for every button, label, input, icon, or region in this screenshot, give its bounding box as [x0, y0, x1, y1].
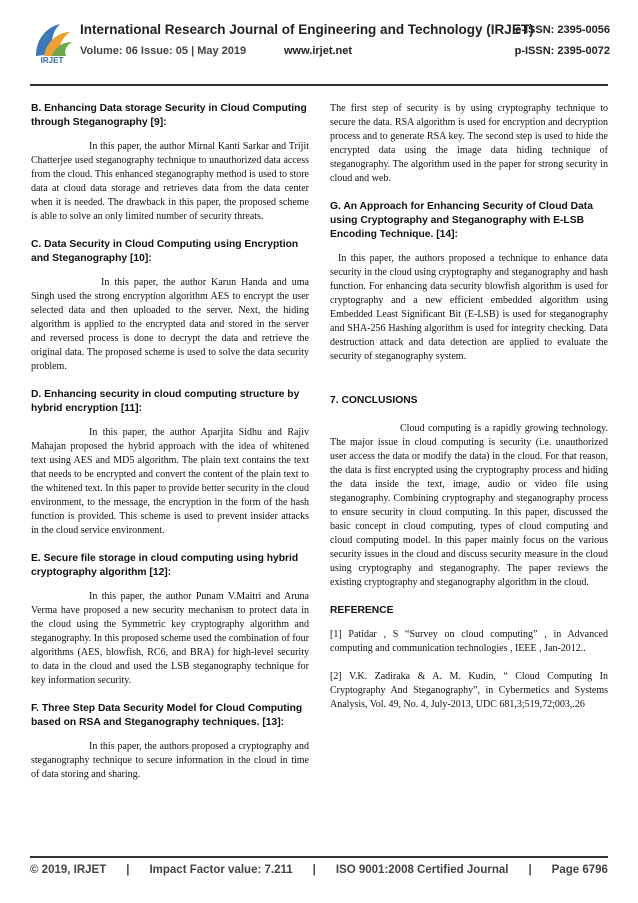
section-d-text: In this paper, the author Aparjita Sidhu and Rajiv Mahajan proposed the hybrid approach with the idea of whitened text using AES and MD5 algorithm. The plain text contains the text that needs to be encrypted and convert the content of the plain text to the whitened text. In this paper to provide better security in the cloud environment, to the message, the encryption in the form of the hash function is provided. This scheme is used to prevent insider attacks in the cloud service environment. [31, 427, 309, 536]
section-c-text: In this paper, the author Karun Handa and uma Singh used the strong encryption algorithm AES to encrypt the user selected data and then uploaded to the server. Next, the hiding algorithm is applied to the encrypted data and stored in the server and reversed process is done to decrypt the data and retrieve the original data. The proposed scheme is used to solve the data security problem. [31, 277, 309, 372]
section-e-text: In this paper, the author Punam V.Maitri and Aruna Verma have proposed a new security mechanism to protect data in the cloud using the Symmetric key cryptography algorithm and steganography. In this proposed scheme used the combination of four algorithms (AES, blowfish, RC6, and BRA) for high-level security to data in the cloud and used the LSB steganography technique for key information security. [31, 591, 309, 686]
reference-2: [2] V.K. Zadiraka & A. M. Kudin, “ Cloud Computing In Cryptography And Steganography”, in Cybermetics and Systems Analysis, Vol. 49, No. 4, July-2013, UDC 681,3;519,72;003,.26 [330, 671, 608, 710]
section-g-heading: G. An Approach for Enhancing Security of Cloud Data using Cryptography and Steganography with E-LSB Encoding Technique. [14]: [330, 201, 593, 240]
logo-text: IRJET [40, 56, 64, 65]
reference-heading: REFERENCE [330, 605, 394, 616]
page-header [30, 16, 610, 80]
footer-impact-factor: Impact Factor value: 7.211 [149, 864, 293, 876]
section-c-heading: C. Data Security in Cloud Computing using Encryption and Steganography [10]: [31, 239, 299, 264]
right-column [330, 102, 608, 726]
volume-issue: Volume: 06 Issue: 05 | May 2019 [80, 45, 247, 57]
footer-page-number: Page 6796 [551, 864, 608, 876]
header-divider [30, 84, 608, 86]
section-d-heading: D. Enhancing security in cloud computing structure by hybrid encryption [11]: [31, 389, 300, 414]
reference-1: [1] Patidar , S “Survey on cloud computing” , in Advanced computing and communication technologies , IEEE , Jan-2012.. [330, 629, 608, 654]
section-f-continued: The first step of security is by using cryptography technique to secure the data. RSA algorithm is used for encryption and decryption process and to generate RSA key. The second step is used to hide the encrypted data using the image data hiding technique of steganography. The algorithm used in the paper for strong security in cloud and web. [330, 103, 608, 184]
section-f-heading: F. Three Step Data Security Model for Cloud Computing based on RSA and Steganography techniques. [13]: [31, 703, 303, 728]
footer-separator: | [312, 864, 316, 876]
section-f-text: In this paper, the authors proposed a cryptography and steganography technique to secure information in the cloud in time of data storing and sharing. [31, 741, 309, 780]
website-link[interactable]: www.irjet.net [284, 45, 353, 57]
footer-separator: | [528, 864, 532, 876]
section-g-text: In this paper, the authors proposed a technique to enhance data security in the cloud using cryptography and steganography and hash function. For enhancing data security blowfish algorithm is used for cryptography and a new efficient embedded algorithm using Embedded Least Significant Bit (E-LSB) is used for steganography and SHA-256 Hashing algorithm is used for integrity checking. Data destruction attack and data detection are applied to evaluate the security of steganography system. [330, 253, 608, 362]
section-b-heading: B. Enhancing Data storage Security in Cloud Computing through Steganography [9]: [31, 103, 307, 128]
footer-iso: ISO 9001:2008 Certified Journal [335, 864, 509, 876]
e-issn: e-ISSN: 2395-0056 [515, 24, 610, 36]
conclusions-text: Cloud computing is a rapidly growing technology. The major issue in cloud computing is security (i.e. unauthorized user access the data or modify the data) in the cloud. For that reason, the data is first encrypted using the cryptography process and hiding the data inside the text, image, audio or video file using steganography. Combining cryptography and steganography process to ensure security in cloud computing. In this paper, discussed the basic concept in cloud computing, types of cloud computing and cloud computing model. In this paper mainly focus on the various security issues in the cloud and discuss security measure in the cloud using cryptography and steganography. The paper reviews the existing cryptography and steganography algorithm in the cloud. [330, 423, 608, 588]
journal-title: International Research Journal of Engineering and Technology (IRJET) [80, 22, 534, 37]
section-e-heading: E. Secure file storage in cloud computing using hybrid cryptography algorithm [12]: [31, 553, 299, 578]
conclusions-heading: 7. CONCLUSIONS [330, 395, 418, 406]
footer-divider [30, 856, 608, 858]
section-b-text: In this paper, the author Mirnal Kanti Sarkar and Trijit Chatterjee used steganography technique to unauthorized data access from the cloud. This enhanced steganography method is used to store data at cloud data storage and retrieves data from the data center when it is needed. The drawback in this paper, the proposed scheme is able to solve an only limited number of security threats. [31, 141, 309, 222]
left-column [31, 102, 309, 796]
p-issn: p-ISSN: 2395-0072 [514, 45, 610, 57]
page-footer [30, 864, 608, 876]
footer-separator: | [126, 864, 130, 876]
footer-copyright: © 2019, IRJET [30, 864, 107, 876]
